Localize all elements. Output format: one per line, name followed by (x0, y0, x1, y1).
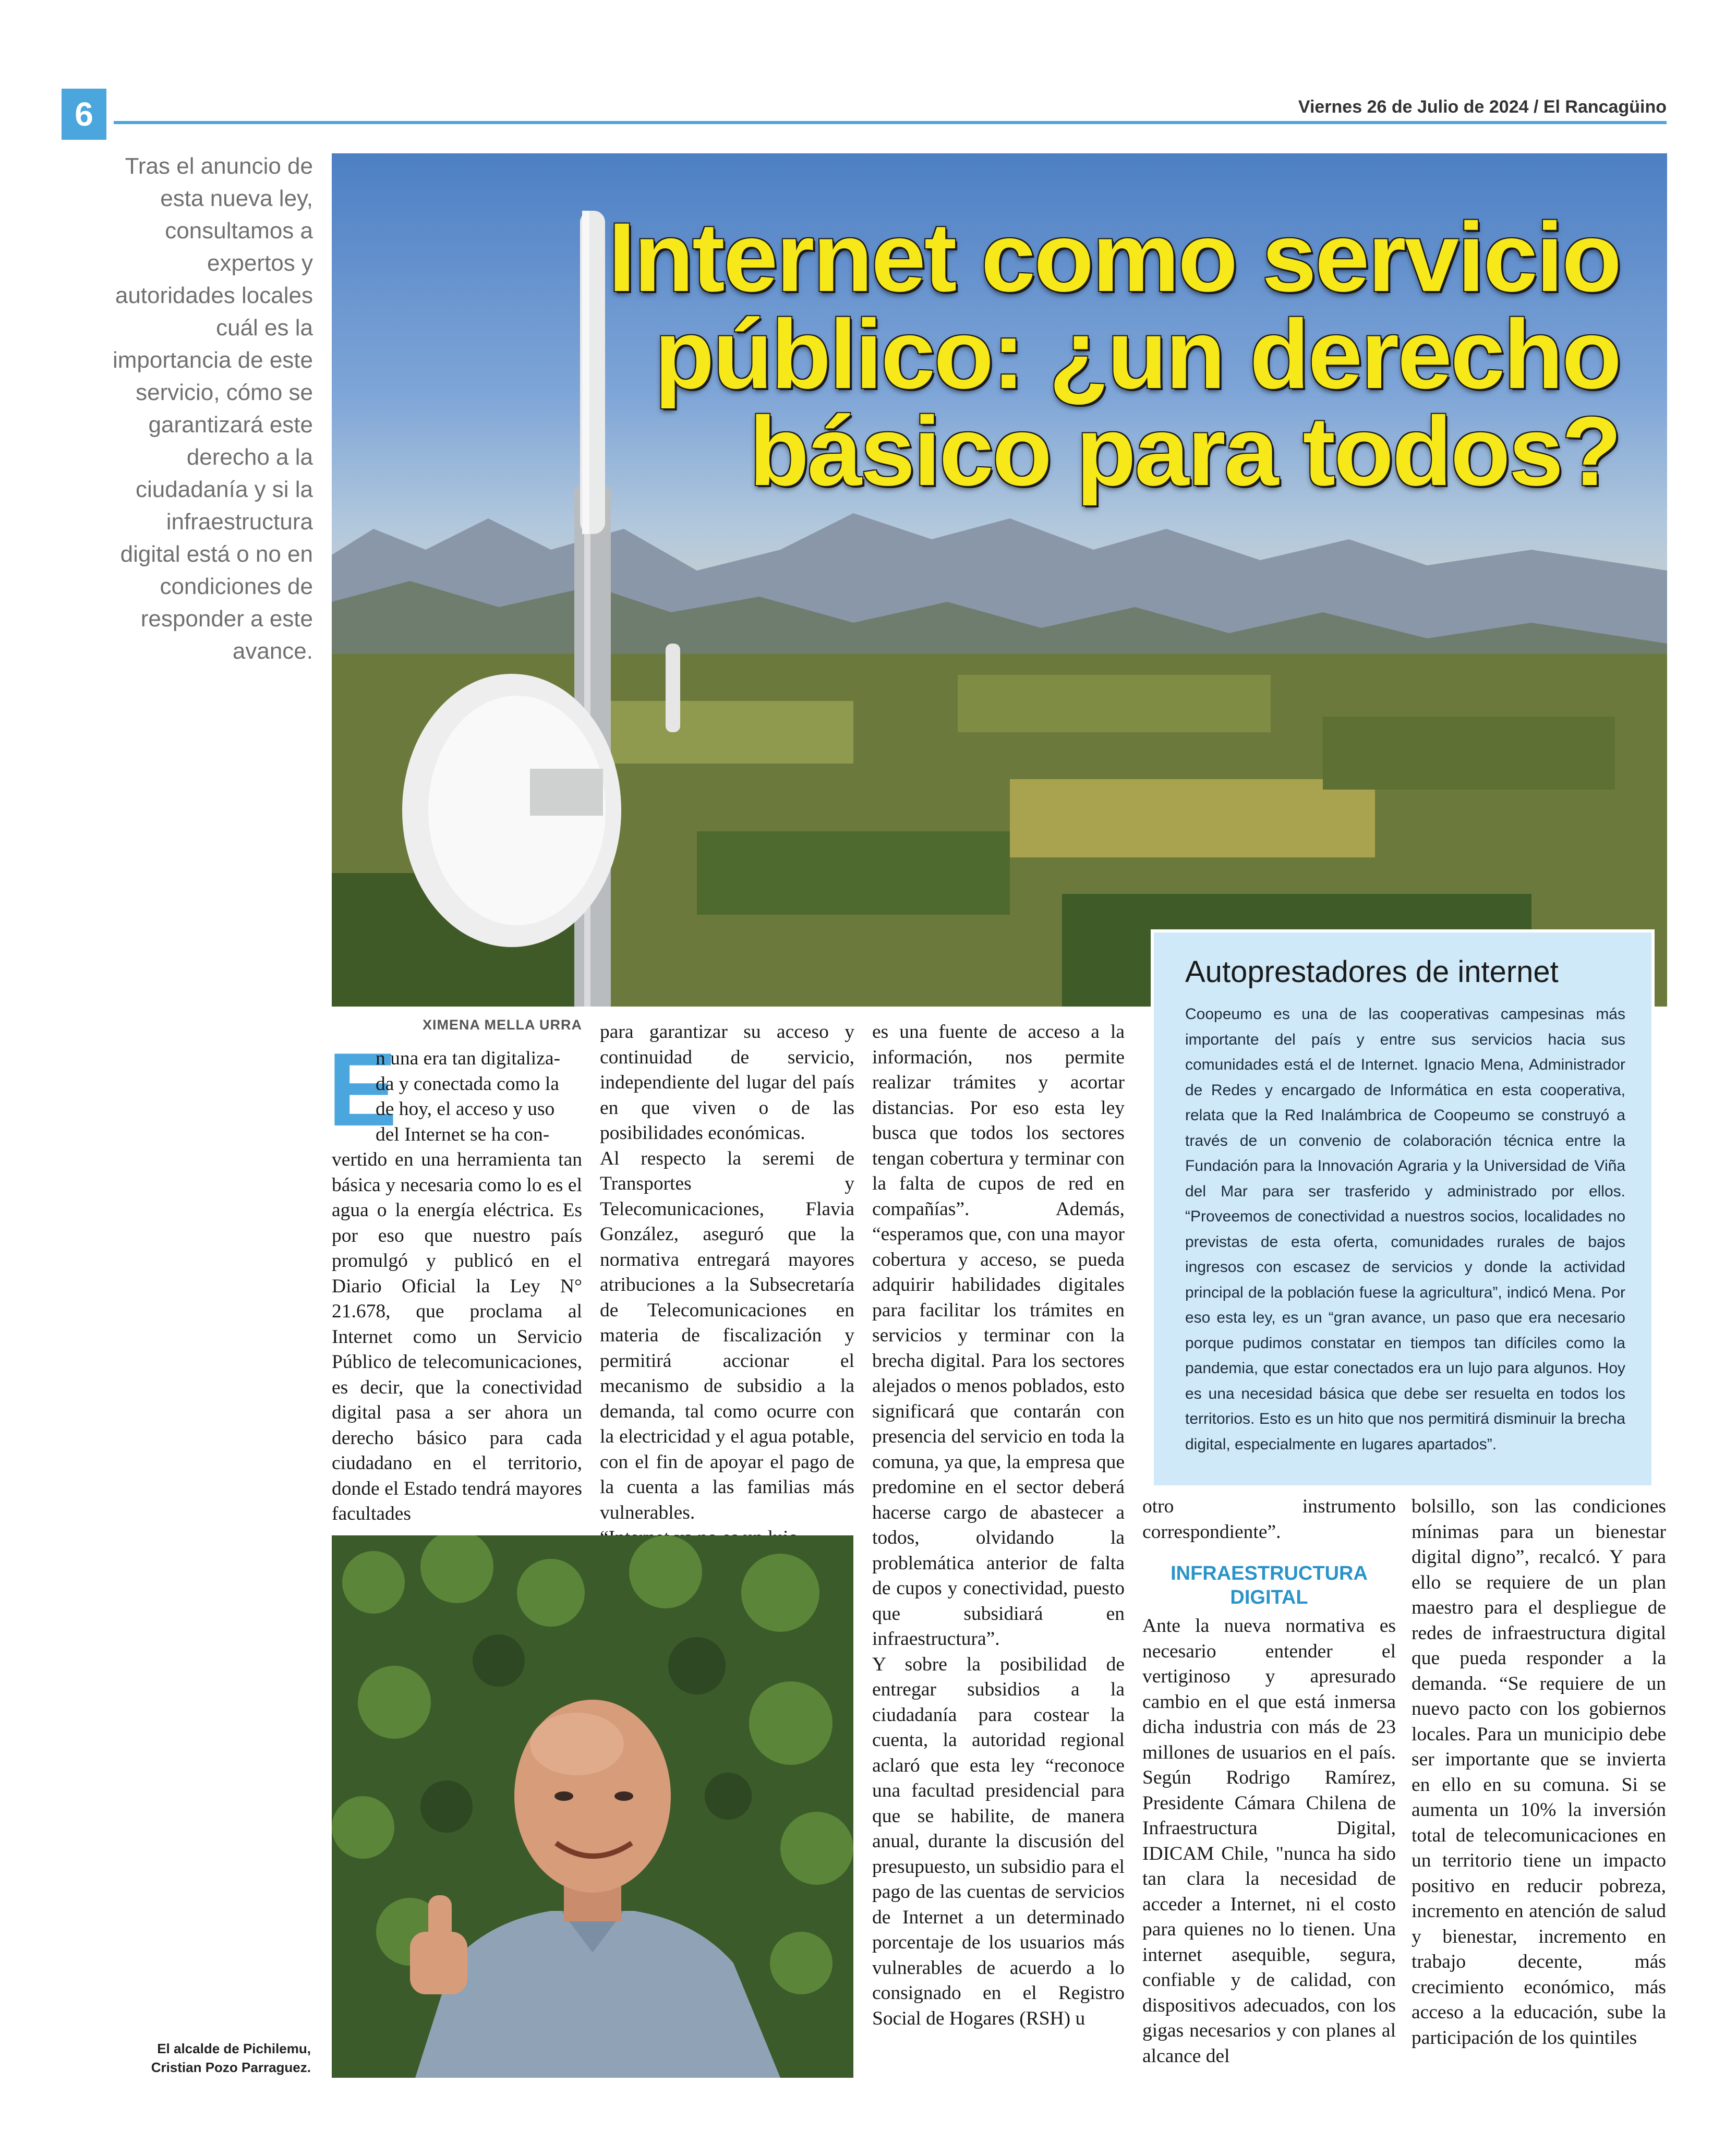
col1-paragraph: vertido en una herramienta tan básica y necesaria como lo es el agua o la energía eléctrica. Es por eso que nuestro país promulgó y publicó en el Diario Oficial la Ley N° 21.678, que proclama al Internet como un Servicio Público de telecomunicaciones, es decir, que la conectividad digital pasa a ser ahora un derecho básico para cada ciudadano en el territorio, donde el Estado tendrá mayores facultades (332, 1149, 582, 1524)
headline-line-3: básico para todos? (749, 396, 1620, 506)
subhead-line-2: DIGITAL (1230, 1586, 1308, 1608)
sidebar-title: Autoprestadores de internet (1185, 955, 1559, 989)
subhead-line-1: INFRAESTRUCTURA (1171, 1563, 1368, 1584)
portrait-photo-mayor (332, 1535, 853, 2078)
col1-line-2: da y conectada como la (376, 1073, 559, 1095)
col3-paragraph-2: Y sobre la posibilidad de entregar subsidios a la ciudadanía para costear la cuenta, la autoridad regional aclaró que esta ley “reconoce una facultad presidencial para que se habilite, de manera anual, durante la discusión del presupuesto, un subsidio para el pago de las cuentas de servicios de Internet a un determinado porcentaje de los usuarios más vulnerables de acuerdo a lo consignado en el Registro Social de Hogares (RSH) u (872, 1653, 1125, 2029)
sidebar-box (1151, 929, 1655, 1488)
col2-paragraph-1: para garantizar su acceso y continuidad de servicio, independiente del lugar del país en que viven o de las posibilidades económicas. (600, 1021, 854, 1144)
col2-paragraph-2: Al respecto la seremi de Transportes y Telecomunicaciones, Flavia González, aseguró que la normativa entregará mayores atribuciones a la Subsecretaría de Telecomunicaciones en materia de fiscalización y permitirá accionar el mecanismo de subsidio a la demanda, tal como ocurre con la electricidad y el agua potable, con el fin de apoyar el pago de la cuenta a las familias más vulnerables. (600, 1147, 854, 1523)
photo-caption-line-2: Cristian Pozo Parraguez. (151, 2060, 311, 2075)
headline-line-1: Internet como servicio (608, 202, 1620, 312)
article-column-3 (872, 1020, 1125, 2031)
subhead-infraestructura-digital (1142, 1561, 1396, 1609)
article-column-4 (1142, 1494, 1396, 2069)
headline-line-2: público: ¿un derecho (654, 299, 1620, 409)
article-column-2 (600, 1020, 854, 1551)
col5-paragraph-1: bolsillo, son las condiciones mínimas para un bienestar digital digno”, recalcó. Y para ello se requiere de un plan maestro para el despliegue de redes de infraestructura digital que pueda responder a la demanda. “Se requiere de un nuevo pacto con los gobiernos locales. Para un municipio debe ser importante que se invierta en ello en su comuna. Si se aumenta un 10% la inversión total de telecomunicaciones en un territorio tiene un impacto positivo en reducir pobreza, incremento en atención de salud y bienestar, incremento en trabajo decente, más crecimiento económico, más acceso a la educación, sube la participación de los quintiles (1412, 1496, 1666, 2049)
col4-paragraph-1: otro instrumento correspondiente”. (1142, 1496, 1396, 1543)
page-number: 6 (62, 89, 106, 140)
photo-caption-line-1: El alcalde de Pichilemu, (157, 2041, 311, 2056)
col3-paragraph-1: es una fuente de acceso a la información, nos permite realizar trámites y acortar distancias. Por eso esta ley busca que todos los sectores tengan cobertura y terminar con la falta de cupos de red en compañías”. Además, “esperamos que, con una mayor cobertura y acceso, se pueda adquirir habilidades digitales para facilitar los trámites en servicios y terminar con la brecha digital. Para los sectores alejados o menos poblados, esto significará que contarán con presencia del servicio en toda la comuna, ya que, la empresa que predomine en el sector deberá hacerse cargo de abastecer a todos, olvidando la problemática anterior de falta de cupos y conectividad, puesto que subsidiará en infraestructura”. (872, 1021, 1125, 1650)
portrait-illustration (332, 1535, 853, 2078)
byline: XIMENA MELLA URRA (423, 1017, 582, 1033)
header-date-publication: Viernes 26 de Julio de 2024 / El Rancagüino (1298, 97, 1667, 117)
col1-line-3: de hoy, el acceso y uso (376, 1098, 555, 1120)
col4-paragraph-2: Ante la nueva normativa es necesario entender el vertiginoso y apresurado cambio en el que está inmersa dicha industria con más de 23 millones de usuarios en el país. Según Rodrigo Ramírez, Presidente Cámara Chilena de Infraestructura Digital, IDICAM Chile, "nunca ha sido tan clara la necesidad de acceder a Internet, ni el costo para quienes no lo tienen. Una internet asequible, segura, confiable y de calidad, con dispositivos adecuados, con los gigas necesarios y con planes al alcance del (1142, 1615, 1396, 2067)
article-deck: Tras el anuncio de esta nueva ley, consultamos a expertos y autoridades locales cuál es la importancia de este servicio, cómo se garantizará este derecho a la ciudadanía y si la infraestructura digital está o no en condiciones de responder a este avance. (113, 153, 313, 664)
headline (332, 202, 1620, 506)
dropcap: E (328, 1032, 397, 1148)
article-column-5 (1412, 1494, 1666, 2051)
photo-caption (104, 2039, 311, 2077)
col1-line-1: n una era tan digitaliza- (376, 1048, 560, 1069)
sidebar-text: Coopeumo es una de las cooperativas campesinas más importante del país y entre sus servicios hacia sus comunidades está el de Internet. Ignacio Mena, Administrador de Redes y encargado de Informática en esta cooperativa, relata que la Red Inalámbrica de Coopeumo se construyó a través de un convenio de colaboración técnica entre la Fundación para la Innovación Agraria y la Universidad de Viña del Mar para ser trasferido y administrado por ellos. “Proveemos de conectividad a nuestros socios, localidades no previstas de esta oferta, comunidades rurales de bajos ingresos con escasez de servicios y donde la actividad principal de la población fuese la agricultura”, indicó Mena. Por eso esta ley, es un “gran avance, un paso que era necesario porque pudimos constatar en tiempos tan difíciles como la pandemia, que estar conectados era un lujo para algunos. Hoy es una necesidad básica que debe ser resuelta en todos los territorios. Esto es un hito que nos permitirá disminuir la brecha digital, especialmente en lugares apartados”. (1185, 1006, 1625, 1453)
article-column-1 (332, 1046, 582, 1527)
col1-line-4: del Internet se ha con- (376, 1123, 550, 1145)
header-rule (114, 121, 1667, 124)
